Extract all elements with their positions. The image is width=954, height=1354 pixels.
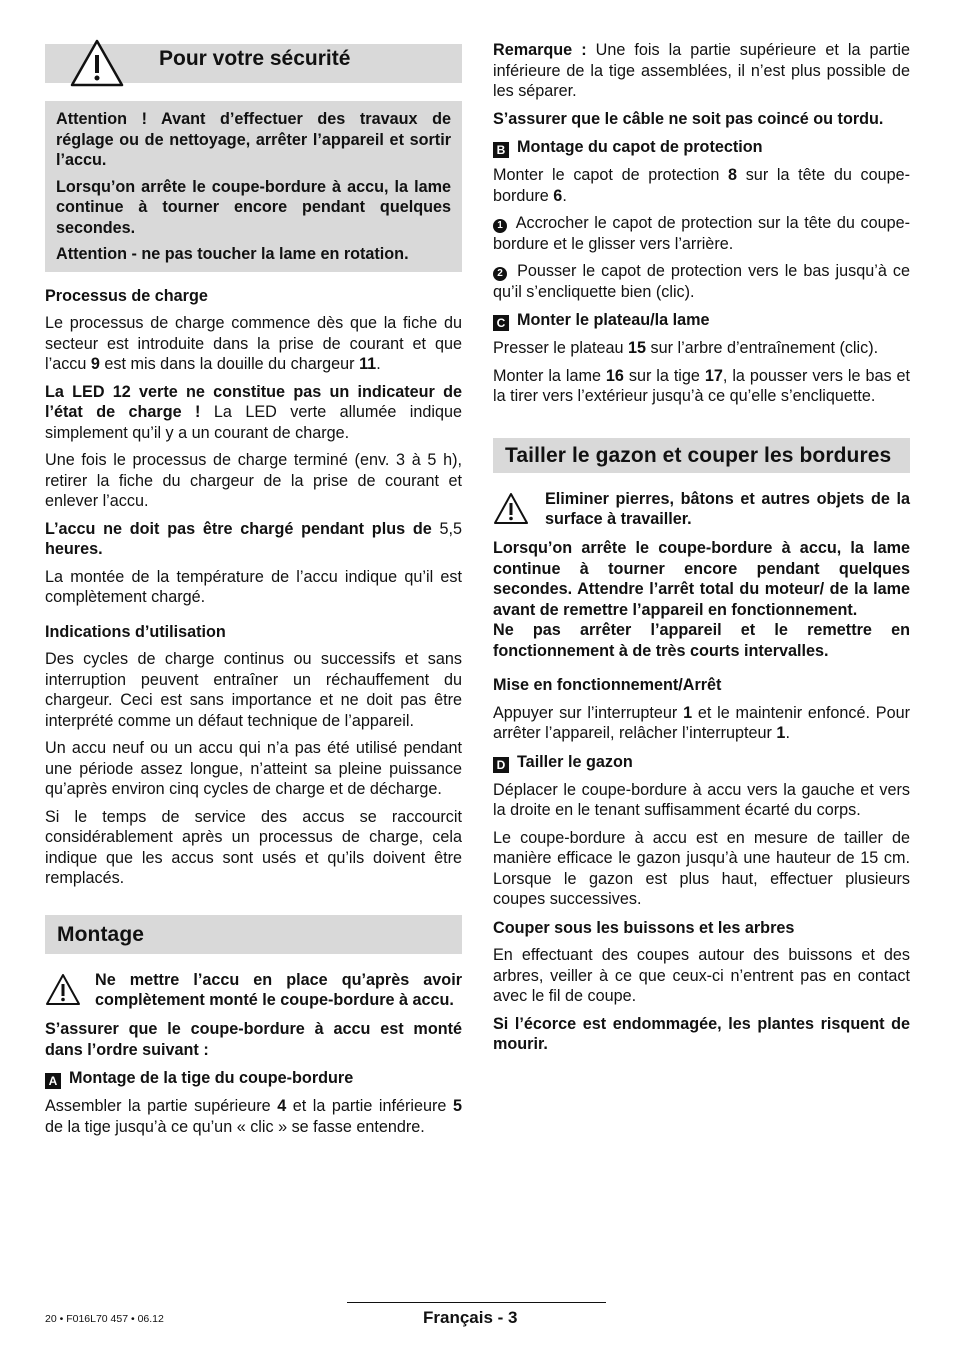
step-b-1: 1 Accrocher le capot de protection sur la tête du coupe-bordure et le glisser vers l’arrière.: [493, 214, 910, 253]
usage-paragraph-3: Si le temps de service des accus se raccourcit considérablement après un processus de charge, cela indique que les accus sont usés et qu’ils doivent être remplacés.: [45, 807, 462, 887]
tailler-title: Tailler le gazon et couper les bordures: [493, 438, 910, 473]
figure-letter-b: B: [493, 142, 509, 158]
charge-paragraph-3: Une fois le processus de charge terminé (env. 3 à 5 h), retirer la fiche du chargeur de la prise de courant et enlever l’accu.: [45, 451, 462, 510]
footer-page-label: Français - 3: [423, 1308, 518, 1327]
safety-warning-1: Attention ! Avant d’effectuer des travaux de réglage ou de nettoyage, arrêter l’appareil et sortir l’accu.: [56, 110, 451, 169]
tailler-bold-2: Ne pas arrêter l’appareil et le remettre en fonctionnement à de très courts intervalles.: [493, 621, 910, 660]
bark-warning: Si l’écorce est endommagée, les plantes risquent de mourir.: [493, 1014, 910, 1053]
step-c-paragraph-2: Monter la lame 16 sur la tige 17, la pousser vers le bas et la tirer vers l’extérieur jusqu’à ce qu’elle s’encliquette.: [493, 366, 910, 405]
step-b-paragraph: Monter le capot de protection 8 sur la tête du coupe-bordure 6.: [493, 166, 910, 205]
charge-heading: Processus de charge: [45, 286, 208, 305]
step-b-2: 2 Pousser le capot de protection vers le bas jusqu’à ce qu’il s’encliquette bien (clic).: [493, 262, 910, 301]
step-number-2: 2: [493, 267, 507, 281]
usage-heading: Indications d’utilisation: [45, 622, 226, 641]
left-column: [45, 40, 462, 1144]
charge-paragraph-4: L’accu ne doit pas être chargé pendant plus de 5,5 heures.: [45, 519, 462, 558]
montage-warning: [45, 970, 462, 1013]
tailler-bold-1: Lorsqu’on arrête le coupe-bordure à accu, la lame continue à tourner encore pendant quelques secondes. Attendre l’arrêt total du moteur/ de la lame avant de remettre l’appareil en fonctionnement.: [493, 539, 910, 619]
cable-warning: S’assurer que le câble ne soit pas coincé ou tordu.: [493, 109, 884, 128]
onoff-heading: Mise en fonctionnement/Arrêt: [493, 676, 722, 694]
footer-doc-code: 20 • F016L70 457 • 06.12: [45, 1313, 164, 1325]
usage-paragraph-1: Des cycles de charge continus ou successifs et sans interruption peuvent entraîner un réchauffement du chargeur. Ceci est sans importance et ne doit pas être interprété comme un défaut technique de l’appareil.: [45, 650, 462, 730]
safety-header: [45, 44, 462, 83]
step-d-paragraph-2: Le coupe-bordure à accu est en mesure de tailler de manière efficace le gazon jusqu’à une hauteur de 15 cm. Lorsque le gazon est plus haut, effectuer plusieurs coupes successives.: [493, 828, 910, 908]
step-number-1: 1: [493, 219, 507, 233]
figure-letter-c: C: [493, 315, 509, 331]
charge-paragraph-1: Le processus de charge commence dès que la fiche du secteur est introduite dans la prise de courant et que l’accu 9 est mis dans la douille du chargeur 11.: [45, 314, 462, 373]
montage-warning-text: Ne mettre l’accu en place qu’après avoir complètement monté le coupe-bordure à accu.: [95, 970, 462, 1009]
charge-paragraph-2: La LED 12 verte ne constitue pas un indicateur de l’état de charge ! La LED verte allumée indique simplement qu’il y a un courant de charge.: [45, 382, 462, 442]
warning-icon: [69, 38, 125, 94]
figure-letter-a: A: [45, 1073, 61, 1089]
step-c-paragraph-1: Presser le plateau 15 sur l’arbre d’entraînement (clic).: [493, 339, 879, 357]
step-d-paragraph-1: Déplacer le coupe-bordure à accu vers la gauche et vers la droite en le tenant suffisamment écarté du corps.: [493, 780, 910, 819]
onoff-paragraph: Appuyer sur l’interrupteur 1 et le maintenir enfoncé. Pour arrêter l’appareil, relâcher l’interrupteur 1.: [493, 703, 910, 742]
bushes-heading: Couper sous les buissons et les arbres: [493, 918, 795, 937]
step-c-heading: C Monter le plateau/la lame: [493, 310, 910, 331]
safety-warning-3: Attention - ne pas toucher la lame en rotation.: [56, 245, 409, 263]
figure-letter-d: D: [493, 757, 509, 773]
footer-rule: [347, 1302, 606, 1303]
montage-title: Montage: [45, 915, 462, 954]
safety-title: Pour votre sécurité: [159, 47, 351, 70]
warning-icon: [493, 492, 545, 532]
safety-warning-box: [45, 101, 462, 272]
warning-icon: [45, 973, 95, 1013]
montage-order: S’assurer que le coupe-bordure à accu est monté dans l’ordre suivant :: [45, 1020, 462, 1059]
usage-paragraph-2: Un accu neuf ou un accu qui n’a pas été utilisé pendant une période assez longue, n’atteint sa pleine puissance qu’après environ cinq cycles de charge et de décharge.: [45, 739, 462, 798]
step-a-paragraph: Assembler la partie supérieure 4 et la partie inférieure 5 de la tige jusqu’à ce qu’un « clic » se fasse entendre.: [45, 1097, 462, 1136]
step-b-heading: B Montage du capot de protection: [493, 137, 910, 158]
step-d-heading: D Tailler le gazon: [493, 752, 910, 773]
step-a-heading: A Montage de la tige du coupe-bordure: [45, 1068, 462, 1089]
safety-warning-2: Lorsqu’on arrête le coupe-bordure à accu, la lame continue à tourner encore pendant quelques secondes.: [56, 177, 451, 237]
bushes-paragraph: En effectuant des coupes autour des buissons et des arbres, veiller à ce que ceux-ci n’entrent pas en contact avec le fil de coupe.: [493, 946, 910, 1005]
remark-paragraph: Remarque : Une fois la partie supérieure et la partie inférieure de la tige assemblées, il n’est plus possible de les séparer.: [493, 41, 910, 100]
tailler-warning: [493, 489, 910, 532]
right-column: [493, 40, 910, 1062]
charge-paragraph-5: La montée de la température de l’accu indique qu’il est complètement chargé.: [45, 567, 462, 606]
tailler-warning-text: Eliminer pierres, bâtons et autres objets de la surface à travailler.: [545, 489, 910, 528]
